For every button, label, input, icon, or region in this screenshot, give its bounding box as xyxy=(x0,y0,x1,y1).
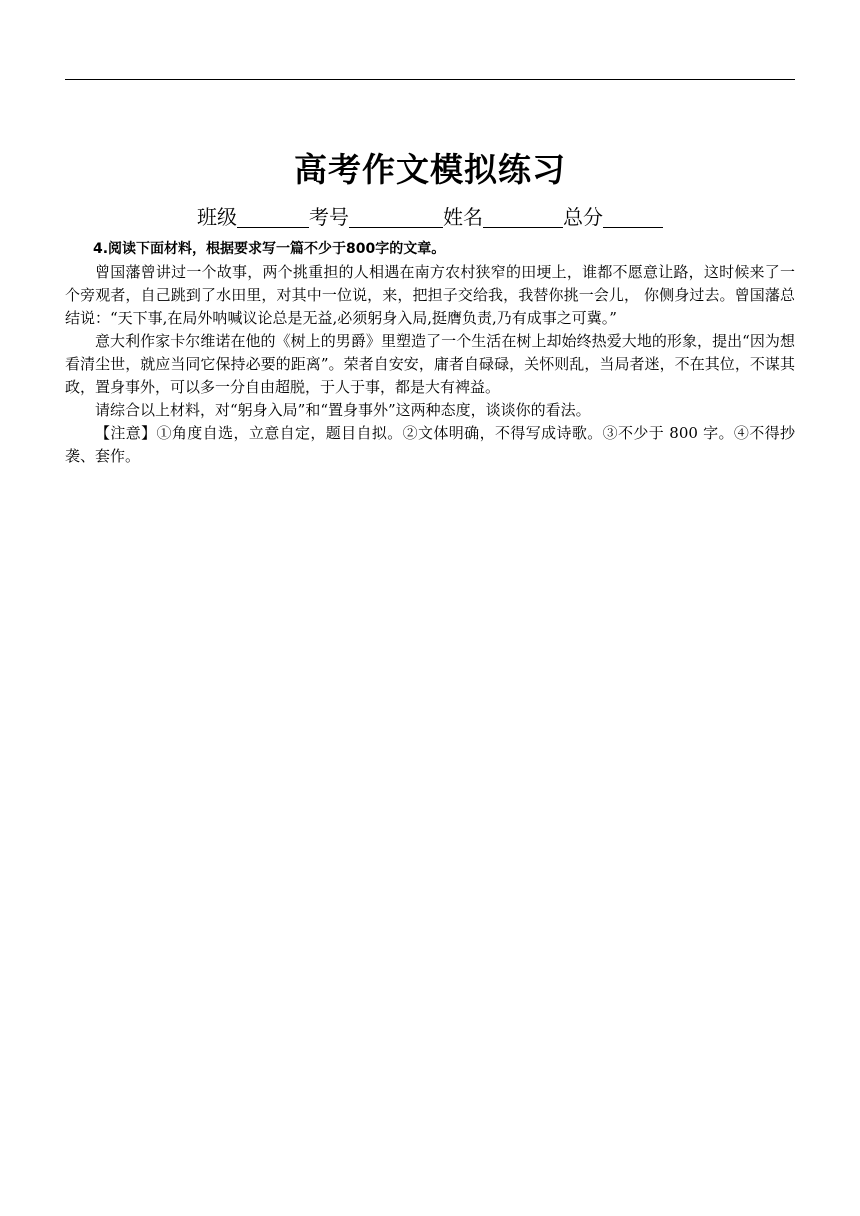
class-label: 班级 xyxy=(197,205,237,229)
name-blank[interactable] xyxy=(483,205,563,228)
writing-prompt: 请综合以上材料，对“躬身入局”和“置身事外”这两种态度，谈谈你的看法。 xyxy=(95,401,591,419)
header-rule xyxy=(65,79,795,80)
exam-number-label: 考号 xyxy=(309,205,349,229)
notes-paragraph: 【注意】①角度自选，立意自定，题目自拟。②文体明确，不得写成诗歌。③不少于 800 字。④不得抄袭、套作。 xyxy=(65,424,795,465)
name-label: 姓名 xyxy=(443,205,483,229)
exam-number-blank[interactable] xyxy=(349,205,443,228)
class-blank[interactable] xyxy=(237,205,309,228)
task-instruction: 4.阅读下面材料，根据要求写一篇不少于800字的文章。 xyxy=(93,241,446,257)
material-paragraph-1: 曾国藩曾讲过一个故事，两个挑重担的人相遇在南方农村狭窄的田埂上，谁都不愿意让路，这时候来了一个旁观者，自己跳到了水田里，对其中一位说，来，把担子交给我，我替你挑一会儿， 你侧身过去。曾国藩总结说：“天下事,在局外呐喊议论总是无益,必须躬身入局,挺膺负责,乃有成事之可冀。” xyxy=(65,263,795,327)
student-info-line xyxy=(0,201,860,233)
score-label: 总分 xyxy=(563,205,603,229)
question-content xyxy=(65,238,795,468)
page-title: 高考作文模拟练习 xyxy=(294,150,566,189)
material-paragraph-2: 意大利作家卡尔维诺在他的《树上的男爵》里塑造了一个生活在树上却始终热爱大地的形象，提出“因为想看清尘世，就应当同它保持必要的距离”。荣者自安安，庸者自碌碌，关怀则乱，当局者迷，不在其位，不谋其政，置身事外，可以多一分自由超脱，于人于事，都是大有裨益。 xyxy=(65,332,795,396)
score-blank[interactable] xyxy=(603,205,663,228)
